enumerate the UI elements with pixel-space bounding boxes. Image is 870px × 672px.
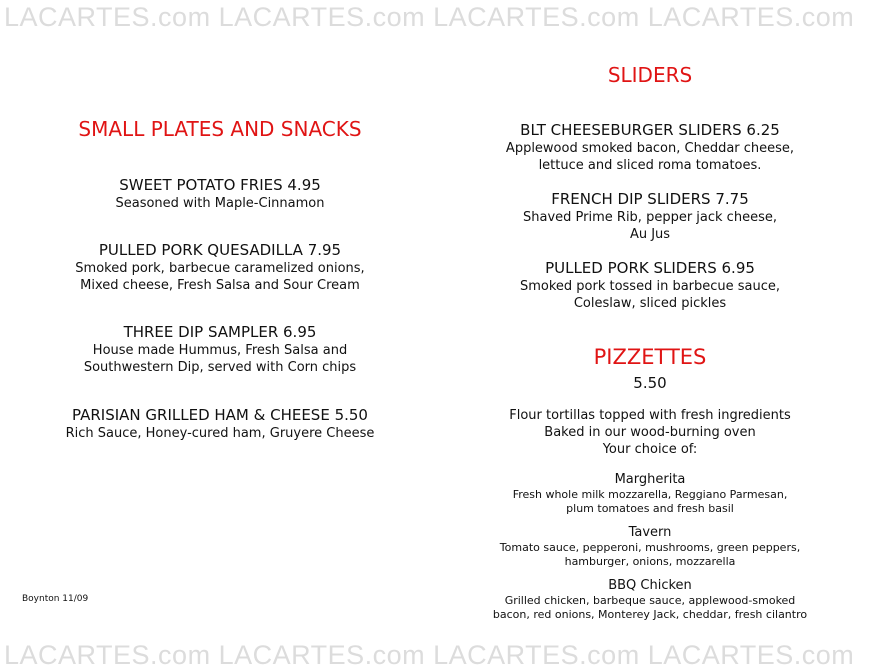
item-desc: Coleslaw, sliced pickles <box>573 296 727 311</box>
intro-line: Your choice of: <box>602 442 698 457</box>
small-plates-heading: SMALL PLATES AND SNACKS <box>78 117 362 141</box>
menu-item <box>0 323 440 376</box>
item-desc: lettuce and sliced roma tomatoes. <box>538 158 762 173</box>
item-name: BLT CHEESEBURGER SLIDERS 6.25 <box>520 121 780 139</box>
item-desc: Seasoned with Maple-Cinnamon <box>115 196 325 211</box>
item-name: SWEET POTATO FRIES 4.95 <box>119 176 321 194</box>
item-desc: Smoked pork, barbecue caramelized onions, <box>75 261 365 276</box>
option-desc: Grilled chicken, barbeque sauce, applewood-smoked <box>504 594 796 607</box>
intro-line: Flour tortillas topped with fresh ingredients <box>509 408 791 423</box>
option-desc: Fresh whole milk mozzarella, Reggiano Parmesan, <box>512 488 788 501</box>
item-desc: Shaved Prime Rib, pepper jack cheese, <box>523 210 777 225</box>
option-name: BBQ Chicken <box>608 578 692 593</box>
menu-item <box>430 121 870 174</box>
menu-item <box>0 176 440 212</box>
option-desc: hamburger, onions, mozzarella <box>564 555 736 568</box>
footer-note: Boynton 11/09 <box>22 594 89 604</box>
item-name: PARISIAN GRILLED HAM & CHEESE 5.50 <box>72 406 368 424</box>
sliders-heading: SLIDERS <box>607 63 693 87</box>
pizza-option <box>430 524 870 569</box>
pizza-option <box>430 577 870 622</box>
item-name: THREE DIP SAMPLER 6.95 <box>123 323 317 341</box>
item-name: PULLED PORK SLIDERS 6.95 <box>545 259 755 277</box>
item-name: FRENCH DIP SLIDERS 7.75 <box>551 190 749 208</box>
menu-item <box>0 241 440 294</box>
pizza-option <box>430 471 870 516</box>
option-name: Tavern <box>628 525 672 540</box>
item-desc: Mixed cheese, Fresh Salsa and Sour Cream <box>80 278 360 293</box>
intro-line: Baked in our wood-burning oven <box>544 425 756 440</box>
item-desc: Applewood smoked bacon, Cheddar cheese, <box>505 141 795 156</box>
pizzettes-heading: PIZZETTES <box>593 345 707 369</box>
menu-item <box>430 259 870 312</box>
item-desc: Au Jus <box>629 227 671 242</box>
item-desc: House made Hummus, Fresh Salsa and <box>92 343 348 358</box>
option-desc: bacon, red onions, Monterey Jack, cheddar, fresh cilantro <box>492 608 808 621</box>
pizzettes-price: 5.50 <box>633 374 667 392</box>
item-name: PULLED PORK QUESADILLA 7.95 <box>98 241 342 259</box>
watermark-bottom: LACARTES.com LACARTES.com LACARTES.com LACARTES.com <box>4 640 855 670</box>
option-desc: plum tomatoes and fresh basil <box>566 502 734 515</box>
menu-item <box>430 190 870 243</box>
item-desc: Smoked pork tossed in barbecue sauce, <box>519 279 781 294</box>
item-desc: Southwestern Dip, served with Corn chips <box>83 360 357 375</box>
menu-item <box>0 406 440 442</box>
pizzettes-intro <box>430 407 870 458</box>
option-desc: Tomato sauce, pepperoni, mushrooms, green peppers, <box>499 541 801 554</box>
option-name: Margherita <box>614 472 686 487</box>
item-desc: Rich Sauce, Honey-cured ham, Gruyere Cheese <box>65 426 375 441</box>
pizzettes-price-block <box>430 374 870 393</box>
watermark-top: LACARTES.com LACARTES.com LACARTES.com LACARTES.com <box>4 2 855 32</box>
